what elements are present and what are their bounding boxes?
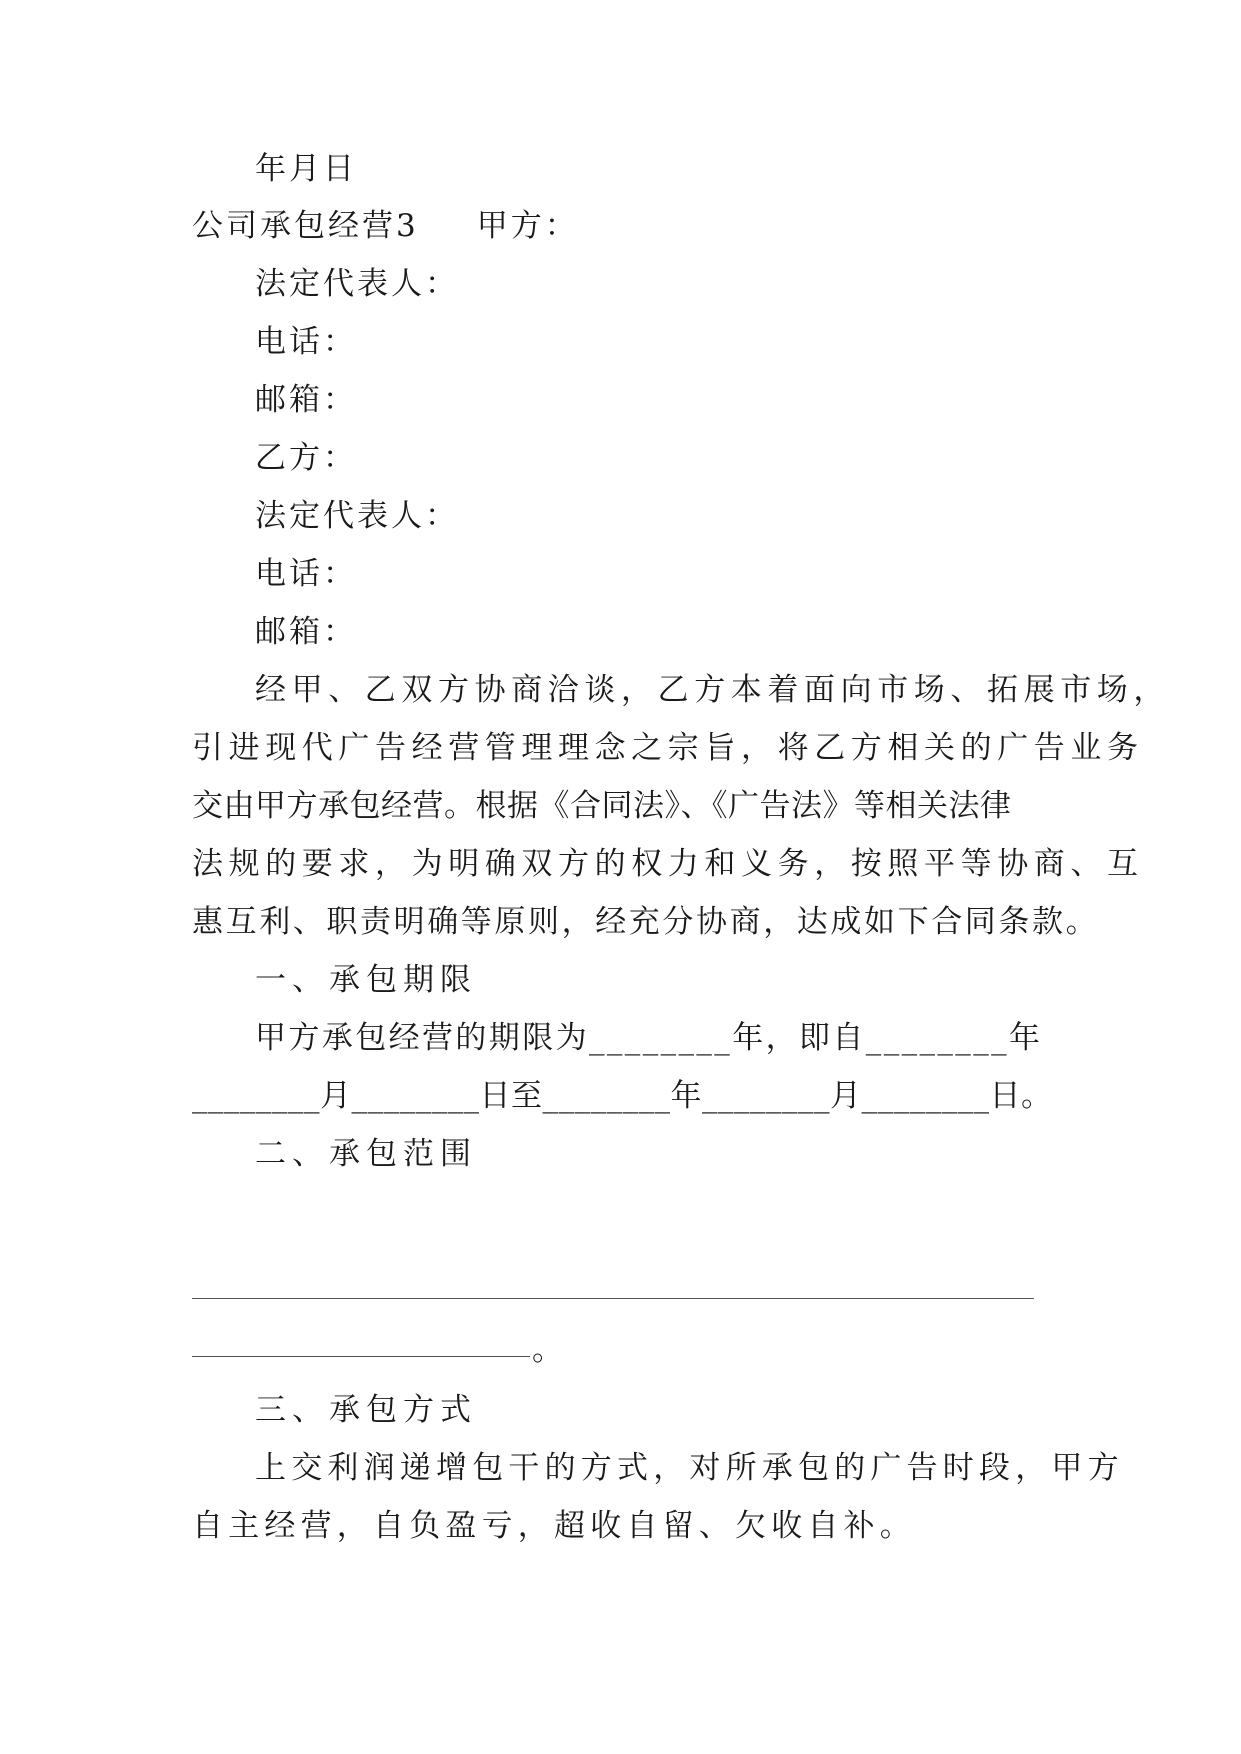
party-b-label: 乙方： [255,440,357,476]
intro-line-5: 惠互利、职责明确等原则，经充分协商，达成如下合同条款。 [192,904,1100,940]
method-line-1: 上交利润递增包干的方式，对所承包的广告时段，甲方 [255,1450,1124,1486]
title-row [192,206,579,246]
party-b-phone: 电话： [255,556,357,592]
scope-end-mark: 。 [532,1332,566,1368]
term-line-1: 甲方承包经营的期限为________年，即自________年 [255,1020,1043,1056]
section-3-heading: 三、承包方式 [255,1392,477,1428]
scope-blank-line-1 [192,1298,1034,1299]
date-line: 年月日 [255,151,357,187]
party-b-representative: 法定代表人： [255,498,459,534]
intro-line-3: 交由甲方承包经营。根据《合同法》、《广告法》等相关法律 [192,788,1012,824]
scope-blank-line-2 [192,1356,530,1357]
term-line-2: ________月________日至________年________月________日。 [192,1078,1053,1114]
document-title: 公司承包经营3 [192,208,419,244]
intro-line-4: 法规的要求，为明确双方的权力和义务，按照平等协商、互 [192,846,1144,882]
party-a-phone: 电话： [255,324,357,360]
party-a-representative: 法定代表人： [255,266,459,302]
section-1-heading: 一、承包期限 [255,962,477,998]
section-2-heading: 二、承包范围 [255,1136,477,1172]
party-b-email: 邮箱： [255,614,357,650]
intro-line-2: 引进现代广告经营管理理念之宗旨，将乙方相关的广告业务 [192,730,1144,766]
intro-line-1: 经甲、乙双方协商洽谈，乙方本着面向市场、拓展市场， [255,672,1170,708]
party-a-label: 甲方： [476,208,579,244]
party-a-email: 邮箱： [255,382,357,418]
method-line-2: 自主经营，自负盈亏，超收自留、欠收自补。 [192,1508,916,1544]
